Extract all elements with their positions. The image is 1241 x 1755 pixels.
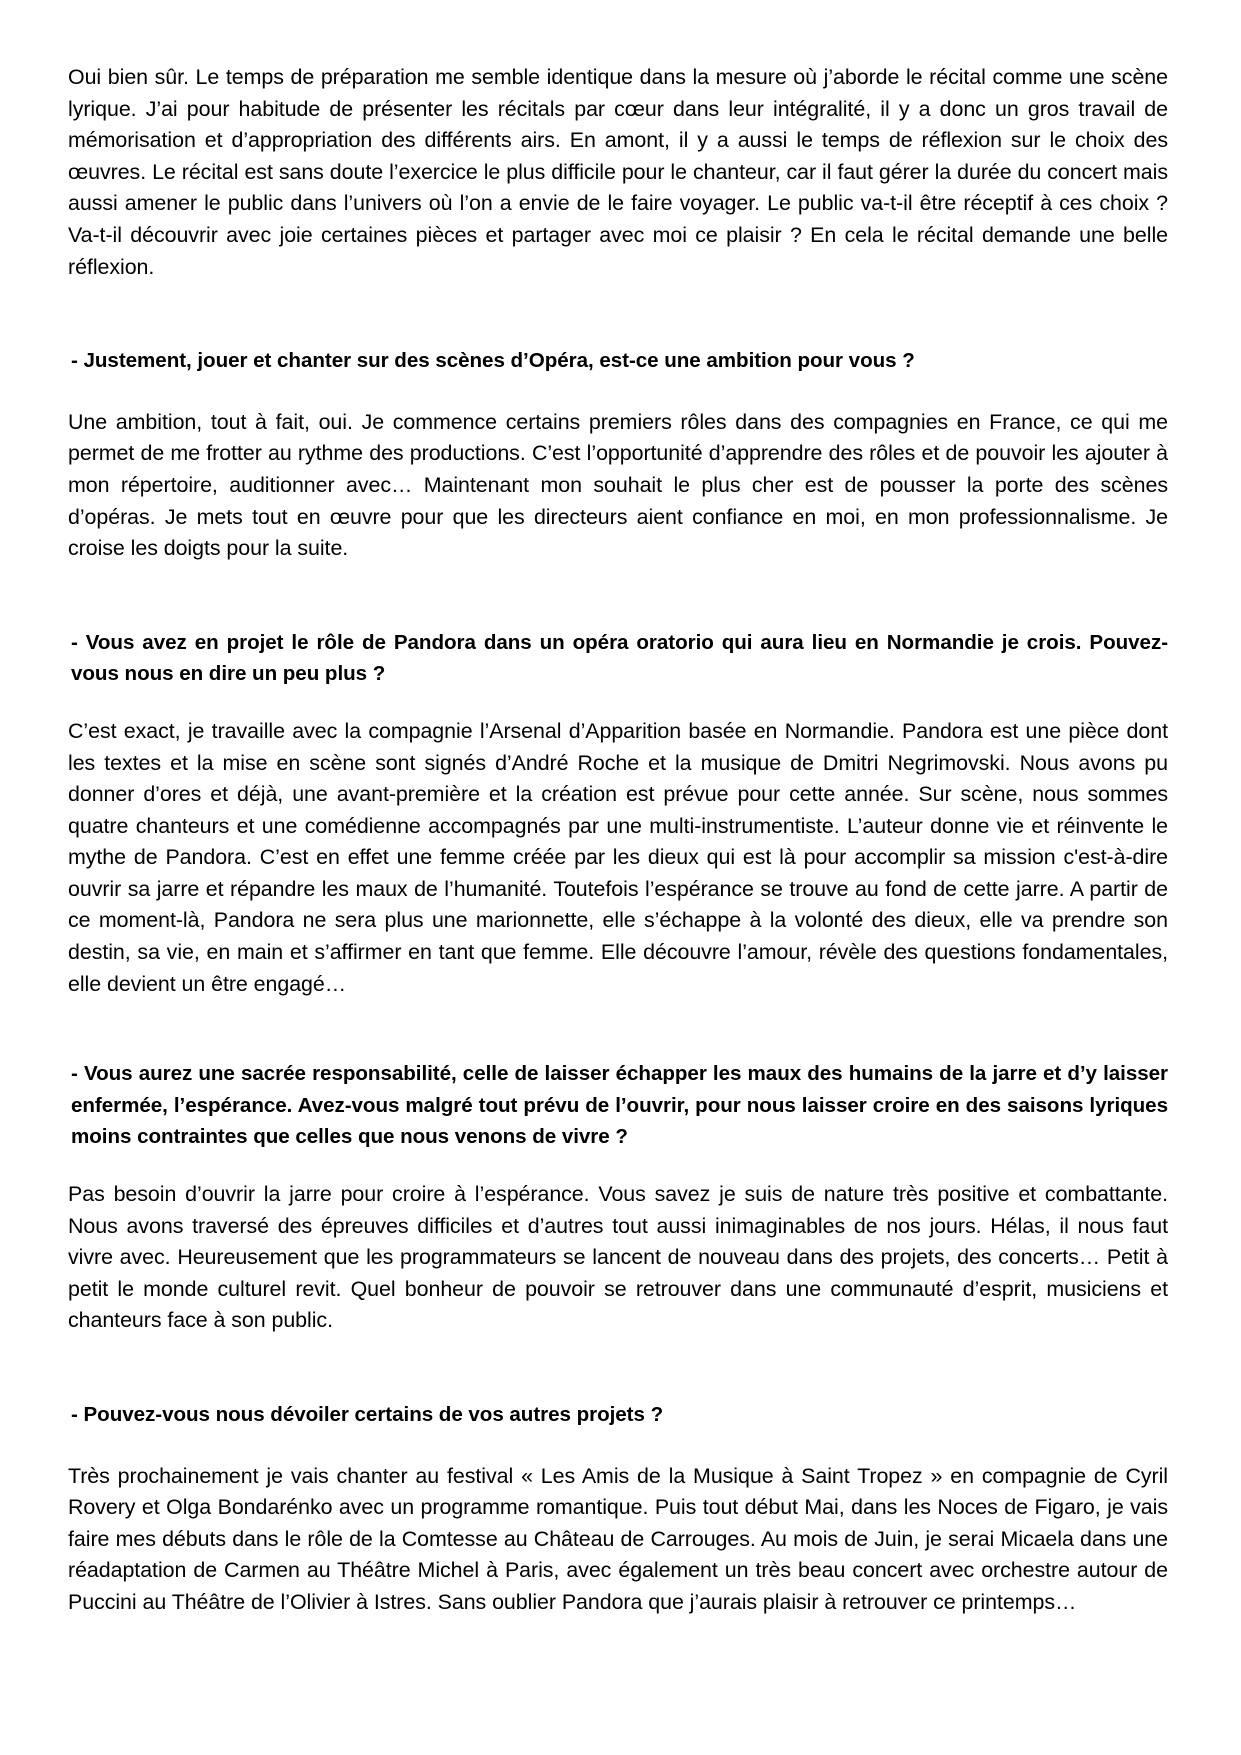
question-heading-opera-stages: - Justement, jouer et chanter sur des scènes d’Opéra, est-ce une ambition pour vous ? [71, 349, 915, 373]
answer-paragraph-opera-ambition: Une ambition, tout à fait, oui. Je commence certains premiers rôles dans des compagnies en France, ce qui me permet de me frotter au rythme des productions. C’est l’opportunité d’apprendre des rôles et de pouvoir les ajouter à mon répertoire, auditionner avec… Maintenant mon souhait le plus cher est de pousser la porte des scènes d’opéras. Je mets tout en œuvre pour que les directeurs aient confiance en moi, en mon professionnalisme. Je croise les doigts pour la suite. [68, 409, 1168, 561]
block-spacer [68, 1153, 1168, 1179]
answer-paragraph-recital-preparation: Oui bien sûr. Le temps de préparation me semble identique dans la mesure où j’aborde le récital comme une scène lyrique. J’ai pour habitude de présenter les récitals par cœur dans leur intégralité, il y a donc un gros travail de mémorisation et d’appropriation des différents airs. En amont, il y a aussi le temps de réflexion sur le choix des œuvres. Le récital est sans doute l’exercice le plus difficile pour le chanteur, car il faut gérer la durée du concert mais aussi amener le public dans l’univers où l’on a envie de le faire voyager. Le public va-t-il être réceptif à ces choix ? Va-t-il découvrir avec joie certaines pièces et partager avec moi ce plaisir ? En cela le récital demande une belle réflexion. [68, 65, 1168, 279]
answer-paragraph-hope-and-culture: Pas besoin d’ouvrir la jarre pour croire à l’espérance. Vous savez je suis de nature très positive et combattante. Nous avons traversé des épreuves difficiles et d’autres tout aussi inimaginables de nos jours. Hélas, il nous faut vivre avec. Heureusement que les programmateurs se lancent de nouveau dans des projets, des concerts… Petit à petit le monde culturel revit. Quel bonheur de pouvoir se retrouver dans une communauté d’esprit, musiciens et chanteurs face à son public. [68, 1182, 1168, 1333]
answer-paragraph-upcoming-projects: Très prochainement je vais chanter au festival « Les Amis de la Musique à Saint Tropez » en compagnie de Cyril Rovery et Olga Bondarénko avec un programme romantique. Puis tout début Mai, dans les Noces de Figaro, je vais faire mes débuts dans le rôle de la Comtesse au Château de Carrouges. Au mois de Juin, je serai Micaela dans une réadaptation de Carmen au Théâtre Michel à Paris, avec également un très beau concert avec orchestre autour de Puccini au Théâtre de l’Olivier à Istres. Sans oublier Pandora que j’aurais plaisir à retrouver ce printemps… [68, 1463, 1168, 1614]
document-body [68, 62, 1168, 1619]
block-spacer [68, 1337, 1168, 1399]
block-spacer [68, 1000, 1168, 1058]
block-spacer [68, 377, 1168, 407]
block-spacer [68, 565, 1168, 627]
block-spacer [68, 1431, 1168, 1461]
question-heading-jar-responsibility: - Vous aurez une sacrée responsabilité, celle de laisser échapper les maux des humains de la jarre et d’y laisser enfermée, l’espérance. Avez-vous malgré tout prévu de l’ouvrir, pour nous laisser croire en des saisons lyriques moins contraintes que celles que nous venons de vivre ? [71, 1062, 1168, 1149]
block-spacer [68, 283, 1168, 345]
answer-paragraph-pandora-description: C’est exact, je travaille avec la compagnie l’Arsenal d’Apparition basée en Normandie. Pandora est une pièce dont les textes et la mise en scène sont signés d’André Roche et la musique de Dmitri Negrimovski. Nous avons pu donner d’ores et déjà, une avant-première et la création est prévue pour cette année. Sur scène, nous sommes quatre chanteurs et une comédienne accompagnés par une multi-instrumentiste. L’auteur donne vie et réinvente le mythe de Pandora. C’est en effet une femme créée par les dieux qui est là pour accomplir sa mission c'est-à-dire ouvrir sa jarre et répandre les maux de l’humanité. Toutefois l’espérance se trouve au fond de cette jarre. A partir de ce moment-là, Pandora ne sera plus une marionnette, elle s’échappe à la volonté des dieux, elle va prendre son destin, sa vie, en main et s’affirmer en tant que femme. Elle découvre l’amour, révèle des questions fondamentales, elle devient un être engagé… [68, 718, 1168, 996]
question-heading-other-projects: - Pouvez-vous nous dévoiler certains de vos autres projets ? [71, 1403, 664, 1426]
question-heading-pandora-project: - Vous avez en projet le rôle de Pandora dans un opéra oratorio qui aura lieu en Normandie je crois. Pouvez-vous nous en dire un peu plus ? [71, 630, 1168, 686]
block-spacer [68, 690, 1168, 716]
